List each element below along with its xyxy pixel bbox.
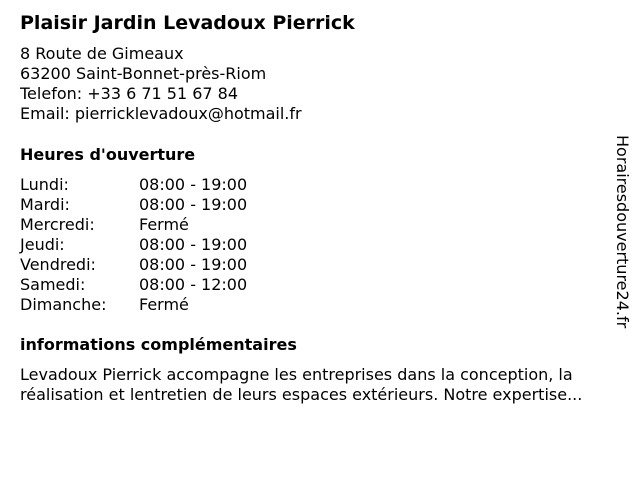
hours-row-saturday: [20, 275, 247, 295]
hours-row-tuesday: [20, 195, 247, 215]
hours-row-thursday: [20, 235, 247, 255]
day-label: Lundi:: [20, 175, 69, 194]
business-name: Plaisir Jardin Levadoux Pierrick: [20, 12, 355, 34]
time-value: 08:00 - 19:00: [139, 255, 248, 274]
phone-number: Telefon: +33 6 71 51 67 84: [20, 84, 239, 103]
time-value: 08:00 - 19:00: [139, 235, 248, 254]
time-value: Fermé: [139, 215, 189, 234]
time-value: Fermé: [139, 295, 189, 314]
day-label: Jeudi:: [20, 235, 65, 254]
hours-heading: Heures d'ouverture: [20, 145, 196, 164]
info-heading: informations complémentaires: [20, 335, 297, 354]
hours-row-wednesday: [20, 215, 247, 235]
business-description: [20, 365, 625, 405]
hours-row-sunday: [20, 295, 247, 315]
site-watermark: Horairesdouverture24.fr: [613, 135, 632, 329]
address-street: 8 Route de Gimeaux: [20, 44, 184, 63]
hours-row-friday: [20, 255, 247, 275]
day-label: Vendredi:: [20, 255, 96, 274]
day-label: Mardi:: [20, 195, 70, 214]
hours-row-monday: [20, 175, 247, 195]
address-city: 63200 Saint-Bonnet-près-Riom: [20, 64, 267, 83]
day-label: Dimanche:: [20, 295, 107, 314]
time-value: 08:00 - 12:00: [139, 275, 248, 294]
contact-block: [20, 44, 302, 124]
description-line-2: réalisation et lentretien de leurs espaces extérieurs. Notre expertise...: [20, 385, 583, 404]
time-value: 08:00 - 19:00: [139, 195, 248, 214]
opening-hours-table: [20, 175, 247, 315]
day-label: Samedi:: [20, 275, 86, 294]
time-value: 08:00 - 19:00: [139, 175, 248, 194]
day-label: Mercredi:: [20, 215, 95, 234]
email-address: Email: pierricklevadoux@hotmail.fr: [20, 104, 302, 123]
description-line-1: Levadoux Pierrick accompagne les entreprises dans la conception, la: [20, 365, 573, 384]
